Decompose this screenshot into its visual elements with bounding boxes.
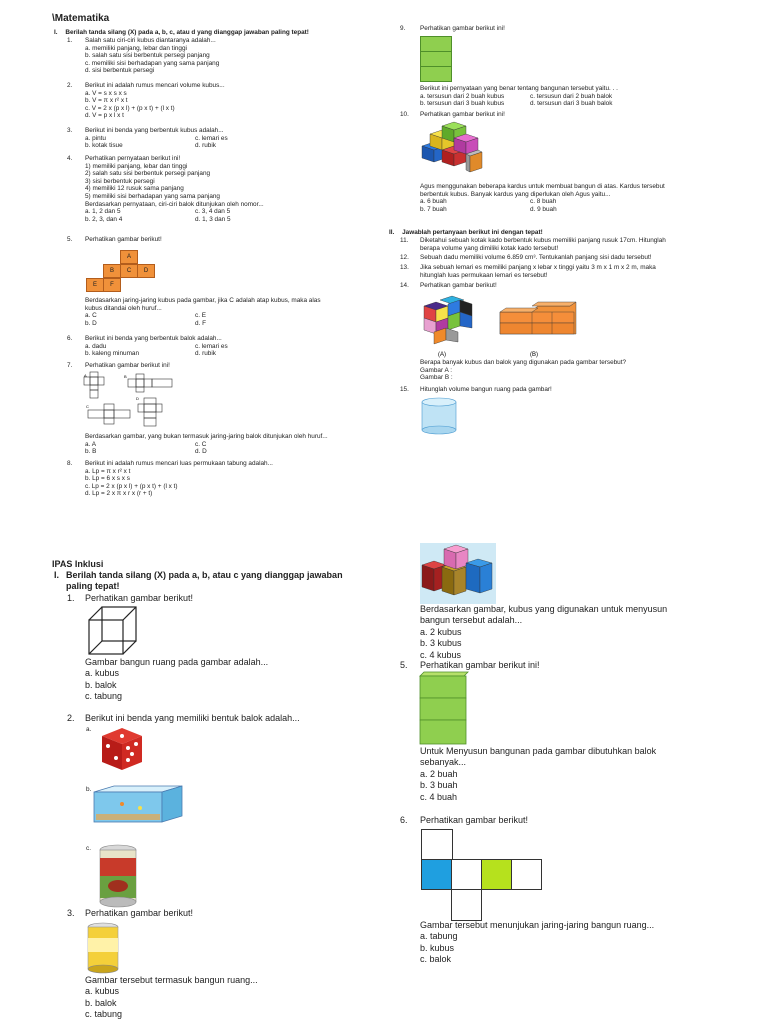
net-cell: B — [103, 264, 121, 278]
net-label-d: D — [136, 396, 139, 401]
cube-net-figure — [86, 248, 156, 294]
q-text: Diketahui sebuah kotak kado berbentuk kubus memiliki panjang rusuk 17cm. Hitunglah — [420, 237, 666, 244]
cylinder-figure — [420, 396, 464, 436]
option[interactable]: c. E — [195, 312, 207, 320]
ipas-q5-body — [420, 746, 656, 803]
stacked-green-blocks-image — [420, 672, 468, 746]
net-label-b: B — [124, 374, 127, 379]
q-number: 15. — [400, 386, 409, 393]
option[interactable]: a. V = s x s x s — [85, 89, 127, 97]
option[interactable]: a. pintu — [85, 134, 106, 142]
q-number: 12. — [400, 254, 409, 261]
mat-q5 — [67, 236, 162, 244]
mat-q9-body — [420, 85, 650, 108]
q-text: Berapa banyak kubus dan balok yang digunakan pada gambar tersebut? — [420, 359, 627, 366]
milk-can-image — [86, 922, 120, 974]
option[interactable]: a. 2 kubus — [420, 626, 462, 637]
q-text: Perhatikan gambar berikut! — [85, 908, 194, 918]
answer-b-line[interactable]: Gambar B : — [420, 374, 453, 382]
wireframe-cube-figure — [88, 606, 138, 656]
q-text: Perhatikan gambar berikut! — [85, 236, 162, 243]
option[interactable]: b. kubus — [420, 942, 455, 953]
q-text: berapa volume yang dimiliki kotak kado tersebut! — [420, 244, 559, 252]
option[interactable]: c. tabung — [85, 1009, 123, 1020]
net-cell: F — [103, 278, 121, 292]
option[interactable]: c. 8 buah — [530, 198, 557, 206]
mat-q7 — [67, 362, 170, 370]
q-number: 13. — [400, 264, 409, 271]
cuboid-nets-figure — [84, 370, 184, 432]
q-number: 1. — [67, 593, 75, 603]
ipas-section-1 — [54, 570, 343, 593]
option[interactable]: c. balok — [420, 954, 452, 965]
option[interactable]: b. 3 buah — [420, 780, 458, 791]
option[interactable]: a. A — [85, 440, 97, 448]
net-square — [421, 859, 453, 890]
option[interactable]: d. rubik — [195, 350, 216, 358]
mat-section-1-num: I. — [54, 29, 58, 36]
option[interactable]: a. kubus — [85, 668, 120, 679]
option[interactable]: c. C — [195, 440, 207, 448]
option[interactable]: c. lemari es — [195, 134, 228, 142]
net-square — [511, 859, 542, 890]
net-square — [451, 859, 482, 890]
mat-q9 — [400, 25, 505, 33]
option[interactable]: c. 4 kubus — [420, 649, 462, 660]
q-number: 10. — [400, 111, 409, 118]
q-number: 1. — [67, 37, 73, 44]
net-label-c: C — [86, 404, 89, 409]
q-text: berbentuk kubus. Banyak kardus yang diperlukan oleh Agus yaitu... — [420, 190, 611, 198]
option[interactable]: b. kaleng minuman — [85, 350, 139, 358]
option[interactable]: d. 1, 3 dan 5 — [195, 215, 231, 223]
option[interactable]: a. 2 buah — [420, 768, 458, 779]
option[interactable]: a. 1, 2 dan 5 — [85, 208, 121, 216]
q-text: Perhatikan gambar berikut! — [420, 815, 529, 825]
q-text: Gambar bangun ruang pada gambar adalah... — [85, 657, 269, 667]
q-text: kubus ditandai oleh huruf... — [85, 304, 162, 312]
q-text: Berdasarkan gambar, yang bukan termasuk jaring-jaring balok ditunjukan oleh huruf... — [85, 433, 328, 440]
q-text: sebanyak... — [420, 757, 467, 768]
option[interactable]: c. lemari es — [195, 342, 228, 350]
option[interactable]: a. tabung — [420, 931, 458, 942]
q-number: 14. — [400, 282, 409, 289]
ipas-q1 — [67, 593, 193, 604]
mat-section-2 — [389, 229, 543, 237]
section-text: paling tepat! — [66, 581, 120, 592]
statement: 4) memiliki 12 rusuk sama panjang — [85, 185, 184, 193]
q-text: Hitunglah volume bangun ruang pada gambar! — [420, 386, 552, 393]
net-cell: A — [120, 250, 138, 264]
mat-q12 — [400, 254, 652, 262]
q-number: 6. — [67, 335, 73, 342]
statement: 1) memiliki panjang, lebar dan tinggi — [85, 162, 188, 170]
option-b-label[interactable]: b. — [86, 786, 92, 793]
option[interactable]: a. dadu — [85, 342, 107, 350]
q-number: 5. — [400, 660, 408, 670]
section-text: Berilah tanda silang (X) pada a, b, atau c yang dianggap jawaban — [66, 570, 343, 580]
option[interactable]: d. rubik — [195, 142, 216, 150]
statement: 2) salah satu sisi berbentuk persegi panjang — [85, 170, 211, 178]
net-square — [451, 889, 482, 921]
option[interactable]: b. kotak tisue — [85, 142, 123, 150]
q-text: Berikut ini adalah rumus mencari luas permukaan tabung adalah... — [85, 460, 273, 467]
mat-q3 — [67, 127, 295, 150]
colored-cube-structure-figure — [420, 120, 484, 176]
q-text: bangun tersebut adalah... — [420, 615, 523, 626]
q-text: hitunglah luas permukaan lemari es tersebut! — [420, 271, 548, 279]
mat-q10 — [400, 111, 505, 119]
option[interactable]: d. sisi berbentuk persegi — [85, 67, 155, 75]
net-square — [421, 829, 453, 860]
green-block — [420, 51, 452, 66]
mat-q7-body — [85, 433, 328, 456]
ipas-q6-body — [420, 920, 654, 966]
q-number: 5. — [67, 236, 73, 243]
ipas-q1-body — [85, 657, 268, 703]
food-can-image[interactable] — [98, 844, 138, 908]
q-text: Perhatikan pernyataan berikut ini! — [85, 155, 181, 162]
q-number: 3. — [67, 127, 73, 134]
q-text: Berikut ini benda yang memiliki bentuk balok adalah... — [85, 713, 300, 723]
mat-q11 — [400, 237, 666, 252]
q-text: Perhatikan gambar berikut! — [85, 593, 194, 603]
q-text: Sebuah dadu memiliki volume 6.859 cm³. Tentukanlah panjang sisi dadu tersebut! — [420, 254, 652, 261]
cube-net-color-figure — [421, 829, 541, 921]
option[interactable]: c. tersusun dari 2 buah balok — [530, 92, 613, 100]
caption-b: (B) — [530, 352, 538, 358]
section-num: I. — [54, 570, 60, 580]
q-number: 2. — [67, 82, 73, 89]
mat-q14-body — [420, 359, 626, 382]
option-a-label[interactable]: a. — [86, 726, 92, 733]
q-text: Perhatikan gambar berikut ini! — [420, 25, 505, 32]
q-text: Jika sebuah lemari es memiliki panjang x lebar x tinggi yaitu 3 m x 1 m x 2 m, maka — [420, 264, 656, 271]
mat-q8 — [67, 460, 273, 498]
option[interactable]: d. V = p x l x t — [85, 112, 124, 120]
q-text: Berdasarkan pernyataan, ciri-ciri balok ditunjukan oleh nomor... — [85, 200, 264, 208]
q-text: Perhatikan gambar berikut ini! — [420, 660, 540, 670]
q-text: Berikut ini benda yang berbentuk balok adalah... — [85, 335, 222, 342]
answer-a-line[interactable]: Gambar A : — [420, 366, 452, 374]
net-label-a: A — [84, 373, 87, 378]
option[interactable]: b. 2, 3, dan 4 — [85, 215, 123, 223]
green-block — [420, 36, 452, 51]
mat-q13 — [400, 264, 656, 279]
mat-q10-body — [420, 183, 665, 213]
q-text: Berikut ini adalah rumus mencari volume kubus... — [85, 82, 225, 89]
q-text: Untuk Menyusun bangunan pada gambar dibutuhkan balok — [420, 746, 657, 756]
option[interactable]: d. 9 buah — [530, 205, 557, 213]
ipas-q6 — [400, 815, 528, 826]
option[interactable]: b. D — [85, 319, 97, 327]
option[interactable]: d. F — [195, 319, 207, 327]
option[interactable]: b. balok — [85, 679, 117, 690]
q-number: 6. — [400, 815, 408, 825]
mat-q15 — [400, 386, 552, 394]
q-number: 2. — [67, 713, 75, 723]
mat-section-2-num: II. — [389, 229, 395, 236]
green-block — [420, 66, 452, 82]
q-text: Gambar tersebut termasuk bangun ruang... — [85, 975, 258, 985]
option[interactable]: b. 3 kubus — [420, 638, 462, 649]
mat-q4 — [67, 155, 295, 223]
ipas-title: IPAS Inklusi — [52, 559, 104, 569]
ipas-q3-body — [85, 975, 258, 1021]
q-number: 8. — [67, 460, 73, 467]
option-c-label[interactable]: c. — [86, 845, 91, 852]
q-text: Perhatikan gambar berikut ini! — [420, 111, 505, 118]
q-number: 4. — [67, 155, 73, 162]
q-number: 11. — [400, 237, 409, 244]
net-cell: D — [137, 264, 155, 278]
mat-q6 — [67, 335, 295, 358]
option[interactable]: a. kubus — [85, 986, 120, 997]
option[interactable]: b. V = π x r² x t — [85, 97, 128, 105]
red-dice-image[interactable] — [98, 724, 144, 772]
q-text: Perhatikan gambar berikut ini! — [85, 362, 170, 369]
option[interactable]: c. 3, 4 dan 5 — [195, 208, 231, 216]
aquarium-image[interactable] — [92, 784, 184, 824]
q-text: Perhatikan gambar berikut! — [420, 282, 497, 289]
net-square — [481, 859, 512, 890]
caption-a: (A) — [438, 352, 446, 358]
q-text: Agus menggunakan beberapa kardus untuk membuat bangun di atas. Kardus tersebut — [420, 183, 665, 190]
q-text: Berdasarkan gambar, kubus yang digunakan untuk menyusun — [420, 604, 668, 614]
option[interactable]: a. memiliki panjang, lebar dan tinggi — [85, 44, 187, 52]
option[interactable]: c. memiliki sisi berhadapan yang sama panjang — [85, 59, 220, 67]
option[interactable]: b. tersusun dari 3 buah kubus — [420, 100, 505, 108]
option[interactable]: d. D — [195, 448, 207, 456]
mat-q1 — [67, 37, 219, 75]
cubes-and-blocks-figure — [420, 292, 580, 358]
option[interactable]: b. B — [85, 448, 97, 456]
mat-title: \Matematika — [52, 13, 110, 24]
mat-section-2-text: Jawablah pertanyaan berikut ini dengan tepat! — [402, 229, 543, 236]
mat-section-1 — [54, 29, 309, 37]
q-number: 3. — [67, 908, 75, 918]
option[interactable]: b. salah satu sisi berbentuk persegi panjang — [85, 52, 210, 60]
ipas-q4-body — [420, 604, 667, 661]
statement: 5) memiliki sisi berhadapan yang sama panjang — [85, 192, 220, 200]
option[interactable]: a. C — [85, 312, 97, 320]
net-cell: E — [86, 278, 104, 292]
colored-cube-stack-image — [420, 543, 496, 604]
option[interactable]: c. tabung — [85, 691, 123, 702]
mat-section-1-text: Berilah tanda silang (X) pada a, b, c, atau d yang dianggap jawaban paling tepat! — [65, 29, 309, 36]
q-number: 7. — [67, 362, 73, 369]
stacked-green-cubes-figure — [420, 36, 452, 82]
option[interactable]: c. V = 2 x (p x l) + (p x t) + (l x t) — [85, 104, 175, 112]
q-text: Berdasarkan jaring-jaring kubus pada gambar, jika C adalah atap kubus, maka alas — [85, 297, 321, 304]
ipas-q2 — [67, 713, 300, 724]
q-text: Salah satu ciri-ciri kubus diantaranya adalah... — [85, 37, 216, 44]
option[interactable]: a. tersusun dari 2 buah kubus — [420, 92, 505, 100]
mat-q5-body — [85, 297, 321, 327]
mat-q2 — [67, 82, 225, 120]
option[interactable]: c. Lp = 2 x (p x l) + (p x t) + (l x t) — [85, 482, 178, 490]
ipas-q5 — [400, 660, 540, 671]
option[interactable]: a. 6 buah — [420, 198, 447, 206]
option[interactable]: b. Lp = 6 x s x s — [85, 475, 130, 483]
option[interactable]: b. balok — [85, 997, 117, 1008]
option[interactable]: b. 7 buah — [420, 205, 447, 213]
net-cell: C — [120, 264, 138, 278]
q-text: Berikut ini benda yang berbentuk kubus adalah... — [85, 127, 224, 134]
ipas-q3 — [67, 908, 193, 919]
option[interactable]: d. tersusun dari 3 buah balok — [530, 100, 613, 108]
q-number: 9. — [400, 25, 406, 32]
statement: 3) sisi berbentuk persegi — [85, 177, 155, 185]
option[interactable]: a. Lp = π x r² x t — [85, 467, 131, 475]
q-text: Berikut ini pernyataan yang benar tentang bangunan tersebut yaitu. . . — [420, 85, 618, 92]
mat-q14 — [400, 282, 497, 290]
q-text: Gambar tersebut menunjukan jaring-jaring bangun ruang... — [420, 920, 655, 930]
option[interactable]: c. 4 buah — [420, 791, 458, 802]
option[interactable]: d. Lp = 2 x π x r x (r + t) — [85, 490, 153, 498]
